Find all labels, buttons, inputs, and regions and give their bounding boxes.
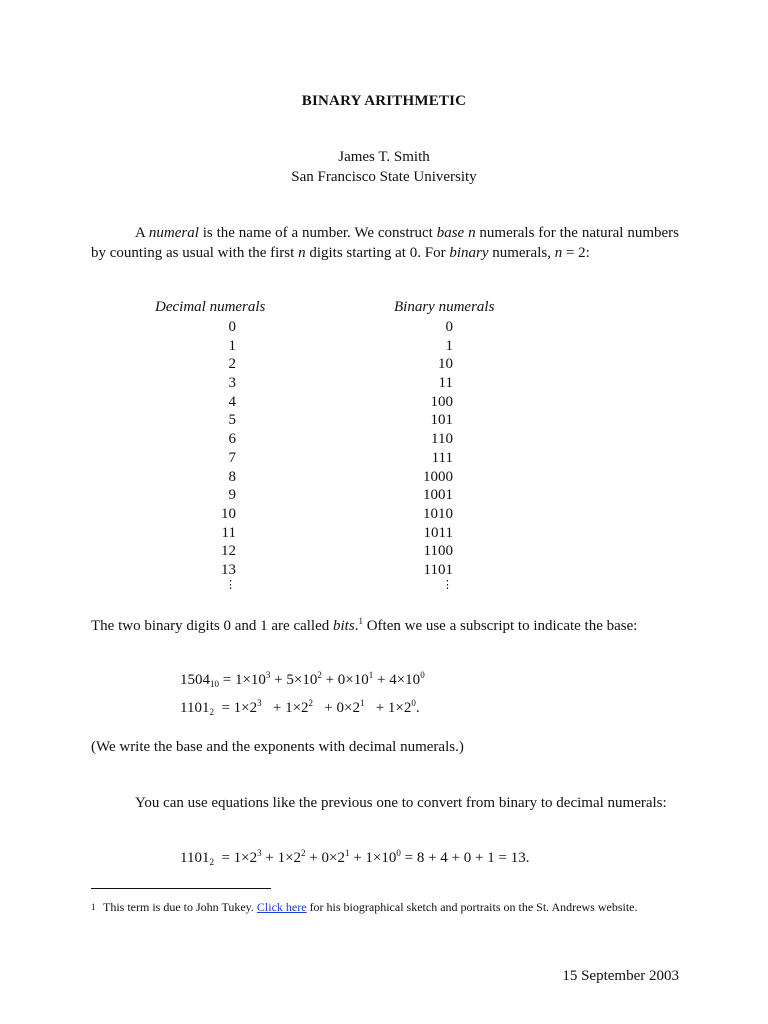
binary-numeral-cell: 101 <box>430 412 453 429</box>
equation-decimal-expansion: $1504_{10} = 1\times 10^3 + 5\times 10^2 + 0\times 10^1 + 4\times 10^0$ <box>180 670 425 689</box>
document-date: 15 September 2003 <box>562 968 679 984</box>
footnote-divider <box>91 888 271 889</box>
decimal-numeral-cell: 4 <box>228 393 236 410</box>
decimal-numeral-cell: 9 <box>228 487 236 504</box>
binary-numerals-column <box>400 318 453 594</box>
binary-numeral-cell: 1000 <box>423 468 453 485</box>
equation-conversion: $1101_2 = 1\times 2^3 + 1\times 2^2 + 0\times 2^1 + 1\times 10^0 = 8 + 4 + 0 + 1 = 13$. <box>180 848 530 867</box>
decimal-numeral-cell: 1 <box>228 337 236 354</box>
binary-numeral-cell: 1001 <box>423 487 453 504</box>
footnote-mark: 1 <box>91 902 96 912</box>
binary-numeral-cell: 1 <box>445 337 453 354</box>
binary-column-header: Binary numerals <box>394 299 495 315</box>
decimal-numeral-cell: 8 <box>228 468 236 485</box>
binary-numeral-cell: 110 <box>431 431 453 448</box>
decimal-numeral-cell: 3 <box>228 375 236 392</box>
footnote-ref: 1 <box>358 616 363 626</box>
intro-paragraph: A numeral is the name of a number. We construct base n numerals for the natural numbers by counting as usual with the first n digits starting at 0. For binary numerals, n = 2: <box>91 225 679 261</box>
decimal-numeral-cell: 0 <box>228 319 236 335</box>
decimal-numeral-cell: 10 <box>221 505 236 522</box>
binary-term: binary <box>449 244 489 261</box>
author-name: James T. Smith <box>338 149 430 165</box>
vertical-ellipsis: ⋮ <box>442 578 453 591</box>
author-affiliation: San Francisco State University <box>291 169 477 185</box>
page-title: BINARY ARITHMETIC <box>301 93 467 109</box>
binary-numeral-cell: 0 <box>445 319 453 335</box>
decimal-numeral-cell: 7 <box>228 449 236 466</box>
bits-term: bits <box>333 618 355 634</box>
base-note: (We write the base and the exponents with decimal numerals.) <box>91 739 464 755</box>
equation-binary-expansion: $1101_2 = 1\times 2^3 + 1\times 2^2 + 0\times 2^1 + 1\times 2^0$. <box>180 698 420 717</box>
binary-numeral-cell: 1010 <box>423 505 453 522</box>
decimal-numeral-cell: 2 <box>228 356 236 373</box>
binary-numeral-cell: 1101 <box>423 561 453 578</box>
footnote-link[interactable]: Click here <box>256 900 307 914</box>
conversion-paragraph: You can use equations like the previous one to convert from binary to decimal numerals: <box>135 795 667 811</box>
binary-numeral-cell: 111 <box>431 449 453 466</box>
decimal-numeral-cell: 11 <box>221 524 236 541</box>
base-n-term: base n <box>436 225 476 241</box>
numeral-term: numeral <box>148 225 199 241</box>
binary-numeral-cell: 1011 <box>423 524 453 541</box>
binary-numeral-cell: 10 <box>438 356 453 373</box>
binary-numeral-cell: 11 <box>438 375 453 392</box>
decimal-numeral-cell: 12 <box>221 543 236 560</box>
decimal-numeral-cell: 13 <box>221 561 236 578</box>
binary-numeral-cell: 100 <box>430 393 453 410</box>
footnote: 1 This term is due to John Tukey. Click here for his biographical sketch and portraits on the St. Andrews website. <box>91 900 638 914</box>
decimal-numeral-cell: 6 <box>228 431 236 448</box>
decimal-column-header: Decimal numerals <box>155 299 266 315</box>
decimal-numerals-column <box>196 318 236 594</box>
binary-numeral-cell: 1100 <box>423 543 453 560</box>
bits-paragraph: The two binary digits 0 and 1 are called bits.$^1$ Often we use a subscript to indicate the base: <box>91 616 638 634</box>
vertical-ellipsis: ⋮ <box>225 578 236 591</box>
decimal-numeral-cell: 5 <box>228 412 236 429</box>
